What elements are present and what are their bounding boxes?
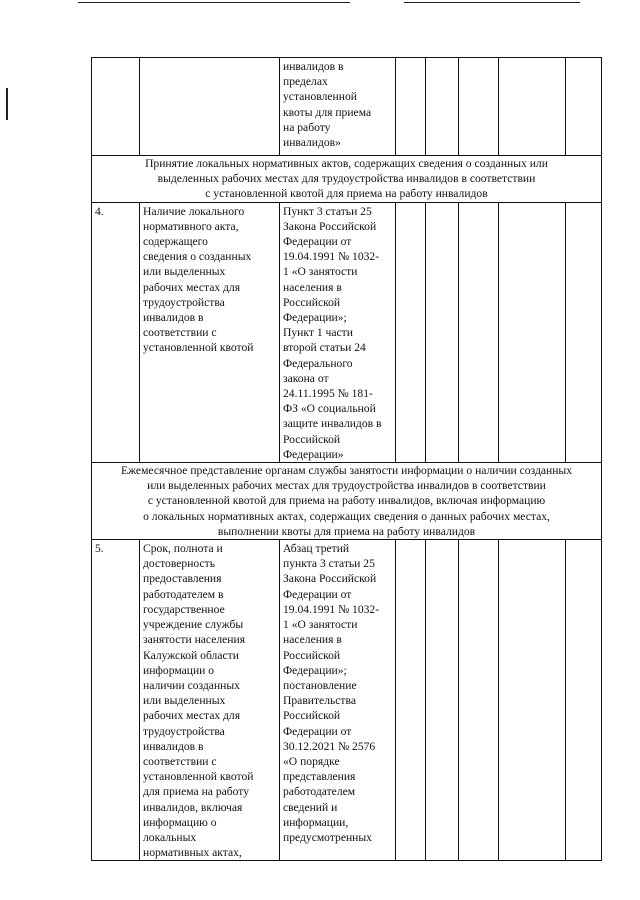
scan-left-margin-mark	[6, 88, 8, 120]
section-2-title: Ежемесячное представление органам службы занятости информации о наличии созданных или выделенных рабочих местах для трудоустройства инвалидов в соответствии с установленной квотой для приема на работу инвалидов, включая информацию о локальных нормативных актах, содержащих сведения о данных рабочих местах, выполнении квоты для приема на работу инвалидов	[120, 464, 572, 538]
section-header-row	[92, 463, 602, 540]
row-number: 5.	[95, 542, 104, 556]
cell-extra	[566, 540, 602, 861]
cell-requirement	[140, 58, 280, 156]
section-1-title: Принятие локальных нормативных актов, содержащих сведения о созданных или выделенных рабочих местах для трудоустройства инвалидов в соответствии с установленной квотой для приема на работу инвалидов	[145, 157, 548, 201]
cell-legal-reference	[280, 58, 396, 156]
table-row-4	[92, 202, 602, 462]
cell-extra	[566, 202, 602, 462]
cell-number	[92, 58, 140, 156]
cell-comment	[499, 540, 566, 861]
cell-answer-na	[459, 58, 499, 156]
scan-top-line-left	[78, 2, 350, 3]
requirement-text: Срок, полнота и достоверность предоставления работодателем в государственное учреждение службы занятости населения Калужской области информации о наличии созданных или выделенных рабочих местах для трудоустройства инвалидов в соответствии с установленной квотой для приема на работу инвалидов, включая информацию о локальных нормативных актах,	[143, 542, 254, 860]
cell-number	[92, 540, 140, 861]
section-1-title-cell	[92, 156, 602, 203]
cell-answer-na	[459, 202, 499, 462]
table-row-5	[92, 540, 602, 861]
cell-answer-na	[459, 540, 499, 861]
cell-comment	[499, 202, 566, 462]
cell-number	[92, 202, 140, 462]
section-header-row	[92, 156, 602, 203]
scan-top-line-right	[404, 2, 580, 3]
cell-legal-reference	[280, 540, 396, 861]
cell-comment	[499, 58, 566, 156]
legal-reference-text: Абзац третий пункта 3 статьи 25 Закона Российской Федерации от 19.04.1991 № 1032- 1 «О занятости населения в Российской Федерации»; постановление Правительства Российской Федерации от 30.12.2021 № 2576 «О порядке представления работодателем сведений и информации, предусмотренных	[283, 542, 380, 844]
row-number: 4.	[95, 204, 104, 218]
cell-answer-yes	[396, 202, 426, 462]
cell-requirement	[140, 540, 280, 861]
cell-requirement	[140, 202, 280, 462]
requirement-text: Наличие локального нормативного акта, содержащего сведения о созданных или выделенных рабочих местах для трудоустройства инвалидов в соответствии с установленной квотой	[143, 204, 254, 355]
cell-answer-no	[426, 58, 459, 156]
cell-answer-yes	[396, 58, 426, 156]
cell-answer-no	[426, 540, 459, 861]
inspection-checklist-table	[91, 57, 602, 861]
legal-reference-text: инвалидов в пределах установленной квоты для приема на работу инвалидов»	[283, 60, 372, 150]
cell-legal-reference	[280, 202, 396, 462]
table-row-continuation	[92, 58, 602, 156]
cell-extra	[566, 58, 602, 156]
section-2-title-cell	[92, 463, 602, 540]
cell-answer-yes	[396, 540, 426, 861]
cell-answer-no	[426, 202, 459, 462]
legal-reference-text: Пункт 3 статьи 25 Закона Российской Федерации от 19.04.1991 № 1032- 1 «О занятости населения в Российской Федерации»; Пункт 1 части второй статьи 24 Федерального закона от 24.11.1995 № 181- ФЗ «О социальной защите инвалидов в Российской Федерации»	[283, 204, 382, 461]
